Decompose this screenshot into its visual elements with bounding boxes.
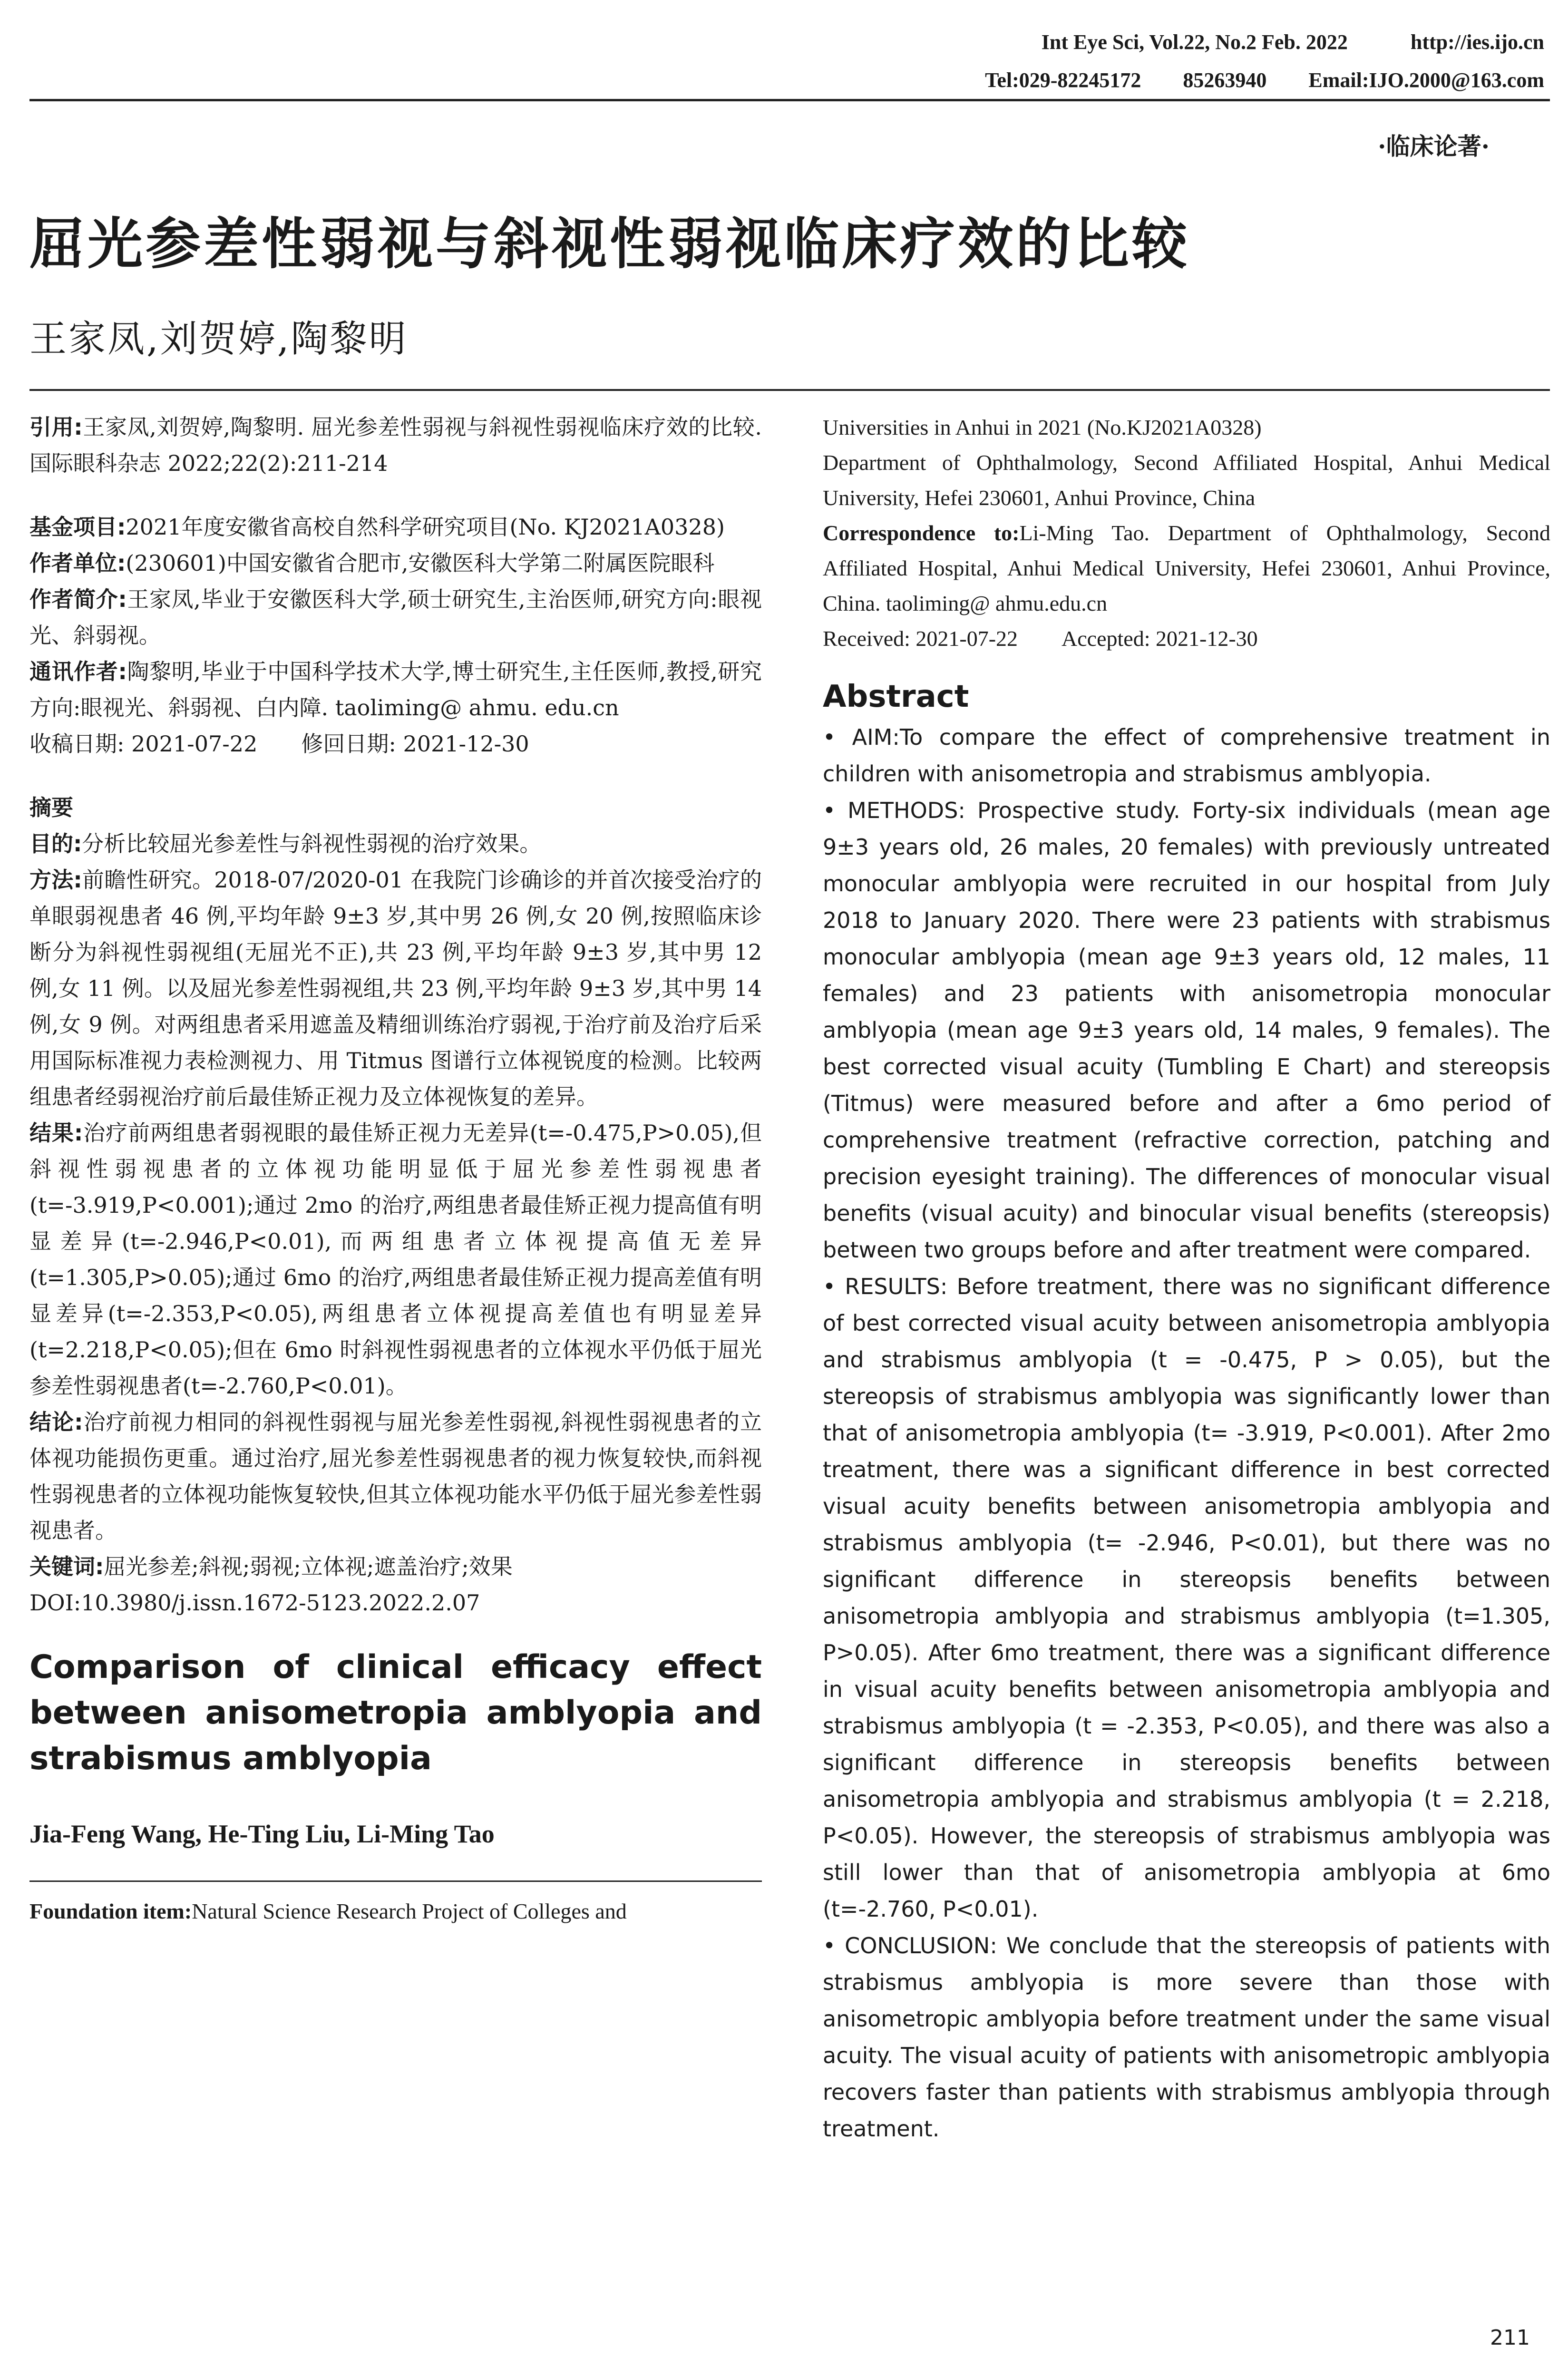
received-dates-cn: 收稿日期: 2021-07-22 修回日期: 2021-12-30 xyxy=(29,731,529,757)
left-column xyxy=(29,409,762,1929)
author-unit: 作者单位:(230601)中国安徽省合肥市,安徽医科大学第二附属医院眼科 xyxy=(29,550,715,576)
corresponding-author: 通讯作者:陶黎明,毕业于中国科学技术大学,博士研究生,主任医师,教授,研究方向:眼视光、斜弱视、白内障. taoliming@ ahmu. edu.cn xyxy=(29,659,762,721)
abstract-results-en: • RESULTS: Before treatment, there was no significant difference of best corrected visual acuity between anisometropia amblyopia and strabismus amblyopia (t = -0.475, P > 0.05), but the stereopsis of strabismus amblyopia was significantly lower than that of anisometropia amblyopia (t= -3.919, P<0.001). After 2mo treatment, there was a significant difference in best corrected visual acuity benefits between anisometropia amblyopia and strabismus amblyopia (t= -2.946, P<0.01), but there was no significant difference in stereopsis benefits between anisometropia amblyopia and strabismus amblyopia (t=1.305, P>0.05). After 6mo treatment, there was a significant difference in visual acuity benefits between anisometropia amblyopia and strabismus amblyopia (t = -2.353, P<0.05), and there was also a significant difference in stereopsis benefits between anisometropia amblyopia and strabismus amblyopia (t = 2.218, P<0.05). However, the stereopsis of strabismus amblyopia was still lower than that of anisometropia amblyopia at 6mo (t=-2.760, P<0.01). xyxy=(823,1274,1550,1922)
fund-info: 基金项目:2021年度安徽省高校自然科学研究项目(No. KJ2021A0328) xyxy=(29,514,725,540)
received-dates-en: Received: 2021-07-22 Accepted: 2021-12-30 xyxy=(823,626,1258,651)
journal-contact-line: Tel:029-82245172 85263940 Email:IJO.2000@163.com xyxy=(985,68,1544,92)
doi: DOI:10.3980/j.issn.1672-5123.2022.2.07 xyxy=(29,1590,480,1616)
abstract-results-cn: 结果:治疗前两组患者弱视眼的最佳矫正视力无差异(t=-0.475,P>0.05),但斜视性弱视患者的立体视功能明显低于屈光参差性弱视患者(t=-3.919,P<0.001);通过 2mo 的治疗,两组患者最佳矫正视力提高值有明显差异(t=-2.946,P<0.01),而两组患者立体视提高值无差异(t=1.305,P>0.05);通过 6mo 的治疗,两组患者最佳矫正视力提高差值有明显差异(t=-2.353,P<0.05),两组患者立体视提高差值也有明显差异(t=2.218,P<0.05);但在 6mo 时斜视性弱视患者的立体视水平仍低于屈光参差性弱视患者(t=-2.760,P<0.01)。 xyxy=(29,1120,762,1399)
header-rule xyxy=(29,99,1550,101)
journal-header-line: Int Eye Sci, Vol.22, No.2 Feb. 2022 http://ies.ijo.cn xyxy=(1041,30,1544,54)
page-number: 211 xyxy=(1490,2326,1530,2350)
author-bio: 作者简介:王家凤,毕业于安徽医科大学,硕士研究生,主治医师,研究方向:眼视光、斜弱视。 xyxy=(29,586,762,648)
title-rule xyxy=(29,389,1550,391)
english-title: Comparison of clinical efficacy effect between anisometropia amblyopia and strabismus amblyopia xyxy=(29,1648,762,1777)
authors-chinese: 王家凤,刘贺婷,陶黎明 xyxy=(29,318,408,360)
abstract-aim-cn: 目的:分析比较屈光参差性与斜视性弱视的治疗效果。 xyxy=(29,831,542,857)
abstract-aim-en: • AIM:To compare the effect of comprehensive treatment in children with anisometropia and strabismus amblyopia. xyxy=(823,724,1550,787)
right-column xyxy=(823,410,1550,2147)
english-abstract xyxy=(823,719,1550,2147)
abstract-methods-en: • METHODS: Prospective study. Forty-six individuals (mean age 9±3 years old, 26 males, 20 females) with previously untreated monocular amblyopia were recruited in our hospital from July 2018 to January 2020. There were 23 patients with strabismus monocular amblyopia (mean age 9±3 years old, 12 males, 11 females) and 23 patients with anisometropia monocular amblyopia (mean age 9±3 years old, 14 males, 9 females). The best corrected visual acuity (Tumbling E Chart) and stereopsis (Titmus) were measured before and after a 6mo period of comprehensive treatment (refractive correction, patching and precision eyesight training). The differences of monocular visual benefits (visual acuity) and binocular visual benefits (stereopsis) between two groups before and after treatment were compared. xyxy=(823,798,1550,1263)
correspondence-en: Correspondence to:Li-Ming Tao. Department of Ophthalmology, Second Affiliated Hospital, Anhui Medical University, Hefei 230601, Anhui Province, China. taoliming@ ahmu.edu.cn xyxy=(823,521,1550,615)
keywords-cn: 关键词:屈光参差;斜视;弱视;立体视;遮盖治疗;效果 xyxy=(29,1554,513,1579)
department-info: Department of Ophthalmology, Second Affiliated Hospital, Anhui Medical University, Hefei 230601, Anhui Province, China xyxy=(823,450,1550,510)
abstract-heading: Abstract xyxy=(823,679,969,714)
foundation-item-continued: Universities in Anhui in 2021 (No.KJ2021A0328) xyxy=(823,415,1262,439)
foundation-item: Foundation item:Natural Science Research Project of Colleges and xyxy=(29,1899,627,1923)
chinese-abstract-heading: 摘要 xyxy=(29,795,73,820)
abstract-conclusion-cn: 结论:治疗前视力相同的斜视性弱视与屈光参差性弱视,斜视性弱视患者的立体视功能损伤更重。通过治疗,屈光参差性弱视患者的视力恢复较快,而斜视性弱视患者的立体视功能恢复较快,但其立体视功能水平仍低于屈光参差性弱视患者。 xyxy=(29,1409,762,1543)
citation: 引用:王家凤,刘贺婷,陶黎明. 屈光参差性弱视与斜视性弱视临床疗效的比较. 国际眼科杂志 2022;22(2):211-214 xyxy=(29,414,762,476)
section-tag: ·临床论著· xyxy=(1378,132,1490,160)
abstract-methods-cn: 方法:前瞻性研究。2018-07/2020-01 在我院门诊确诊的并首次接受治疗的单眼弱视患者 46 例,平均年龄 9±3 岁,其中男 26 例,女 20 例,按照临床诊断分为斜视性弱视组(无屈光不正),共 23 例,平均年龄 9±3 岁,其中男 12 例,女 11 例。以及屈光参差性弱视组,共 23 例,平均年龄 9±3 岁,其中男 14 例,女 9 例。对两组患者采用遮盖及精细训练治疗弱视,于治疗前及治疗后采用国际标准视力表检测视力、用 Titmus 图谱行立体视锐度的检测。比较两组患者经弱视治疗前后最佳矫正视力及立体视恢复的差异。 xyxy=(29,867,762,1110)
article-title: 屈光参差性弱视与斜视性弱视临床疗效的比较 xyxy=(29,212,1190,276)
footnote-rule xyxy=(29,1880,762,1882)
abstract-conclusion-en: • CONCLUSION: We conclude that the stereopsis of patients with strabismus amblyopia is more severe than those with anisometropic amblyopia before treatment under the same visual acuity. The visual acuity of patients with anisometropic amblyopia recovers faster than patients with strabismus amblyopia through treatment. xyxy=(823,1933,1550,2142)
english-authors: Jia-Feng Wang, He-Ting Liu, Li-Ming Tao xyxy=(29,1820,495,1848)
